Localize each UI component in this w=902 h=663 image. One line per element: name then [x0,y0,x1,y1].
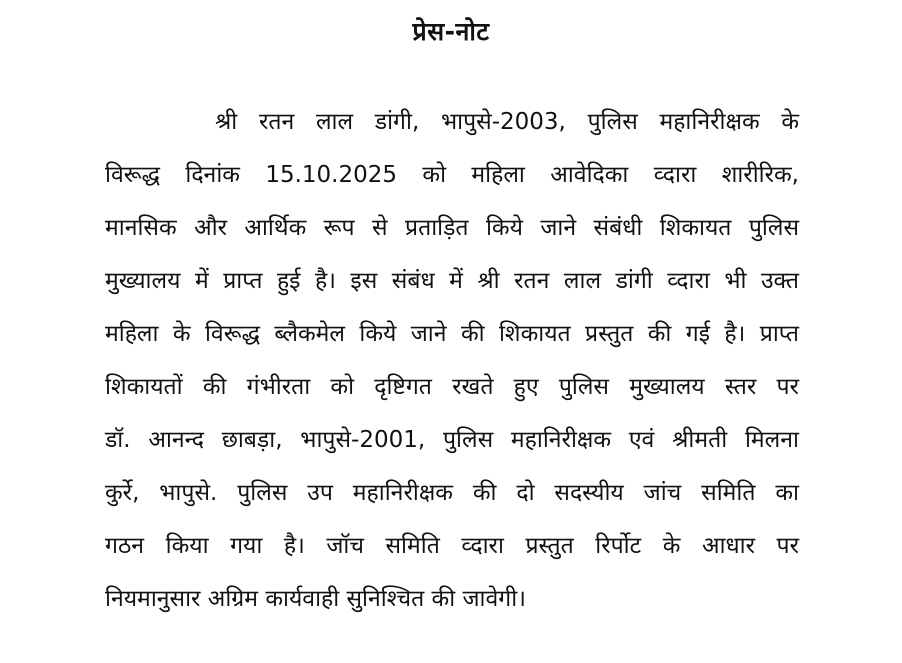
press-note-title: प्रेस-नोट [412,17,490,46]
body-line-9: गठन किया गया है। जॉच समिति व्दारा प्रस्तुत रिर्पोट के आधार पर [105,533,799,559]
body-line-4: मुख्यालय में प्राप्त हुई है। इस संबंध में श्री रतन लाल डांगी व्दारा भी उक्त [105,268,799,294]
press-note-body [105,100,799,630]
body-line-2: विरूद्ध दिनांक 15.10.2025 को महिला आवेदिका व्दारा शारीरिक, [105,162,799,188]
body-line-6: शिकायतों की गंभीरता को दृष्टिगत रखते हुए पुलिस मुख्यालय स्तर पर [105,374,799,400]
body-line-1: श्री रतन लाल डांगी, भापुसे-2003, पुलिस महानिरीक्षक के [215,109,799,135]
body-line-7: डॉ. आनन्द छाबड़ा, भापुसे-2001, पुलिस महानिरीक्षक एवं श्रीमती मिलना [105,427,799,453]
body-line-8: कुर्रे, भापुसे. पुलिस उप महानिरीक्षक की दो सदस्यीय जांच समिति का [105,480,799,506]
body-line-10: नियमानुसार अग्रिम कार्यवाही सुनिश्चित की जावेगी। [105,586,526,612]
body-line-5: महिला के विरूद्ध ब्लैकमेल किये जाने की शिकायत प्रस्तुत की गई है। प्राप्त [105,321,799,347]
body-line-3: मानसिक और आर्थिक रूप से प्रताड़ित किये जाने संबंधी शिकायत पुलिस [105,215,799,241]
